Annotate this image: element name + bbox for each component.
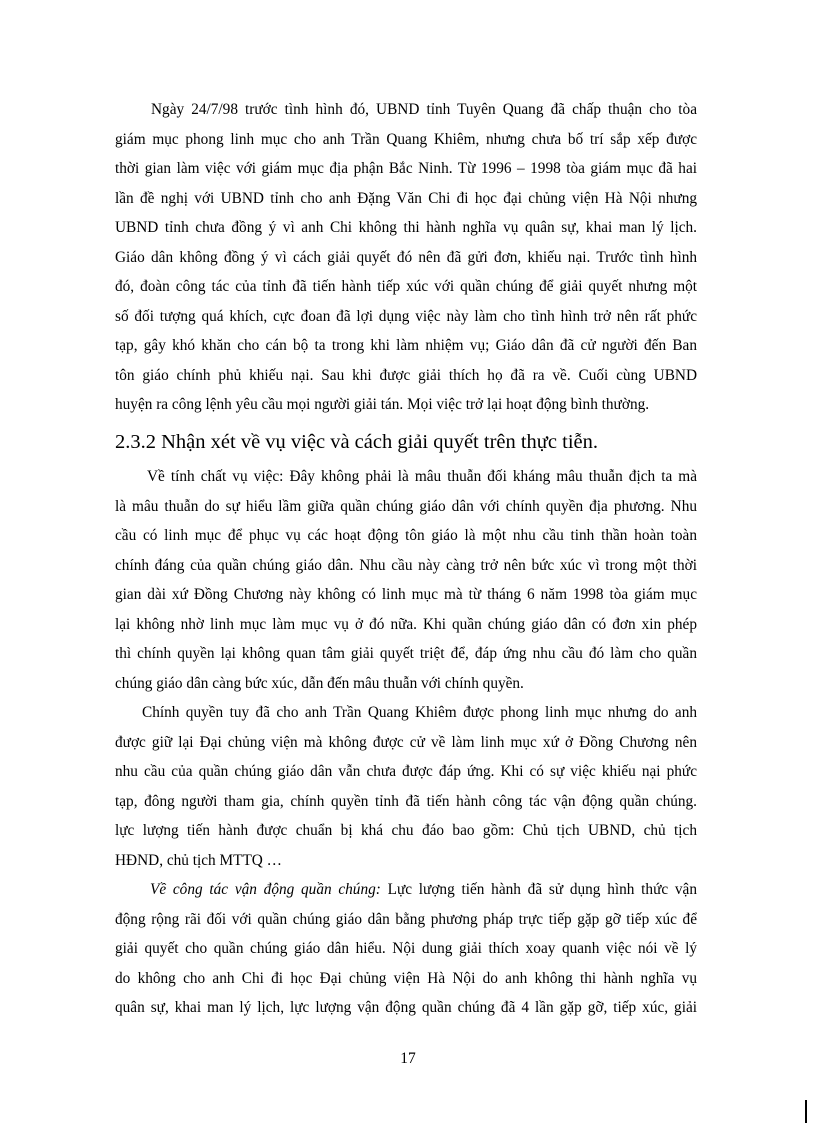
text-line: số đối tượng quá khích, cực đoan đã lợi dụng việc này làm cho tình hình trở nên rất phức <box>115 307 697 325</box>
text-line <box>115 875 697 905</box>
text-line: tạp, gây khó khăn cho cán bộ ta trong khi làm nhiệm vụ; Giáo dân đã cử người đến Ban <box>115 337 697 354</box>
text-line: đó, đoàn công tác của tỉnh đã tiến hành tiếp xúc với quần chúng để giải quyết nhưng một <box>115 278 697 295</box>
text-line: giải quyết cho quần chúng giáo dân hiểu. Nội dung giải thích xoay quanh việc nói về lý <box>115 940 697 957</box>
paragraph-2 <box>115 462 697 698</box>
text-line: Ngày 24/7/98 trước tình hình đó, UBND tỉnh Tuyên Quang đã chấp thuận cho tòa <box>151 101 697 118</box>
text-line: UBND tỉnh chưa đồng ý vì anh Chi không thi hành nghĩa vụ quân sự, khai man lý lịch. <box>115 219 697 236</box>
text-line: thời gian làm việc với giám mục địa phận Bắc Ninh. Từ 1996 – 1998 tòa giám mục đã hai <box>115 160 697 177</box>
paragraph-3 <box>115 698 697 875</box>
text-line: lực lượng tiến hành được chuẩn bị khá chu đáo bao gồm: Chủ tịch UBND, chủ tịch <box>115 822 697 839</box>
text-line: tạp, đông người tham gia, chính quyền tỉnh đã tiến hành công tác vận động quần chúng. <box>115 792 697 810</box>
section-heading: 2.3.2 Nhận xét về vụ việc và cách giải quyết trên thực tiễn. <box>115 431 599 453</box>
text-line: lại không nhờ linh mục làm mục vụ ở đó nữa. Khi quần chúng giáo dân có đơn xin phép <box>115 615 697 633</box>
text-line: cầu có linh mục để phục vụ các hoạt động tôn giáo là một nhu cầu tinh thần hoàn toàn <box>115 527 697 544</box>
text-line: huyện ra công lệnh yêu cầu mọi người giải tán. Mọi việc trở lại hoạt động bình thường. <box>115 396 650 413</box>
italic-lead: Về công tác vận động quần chúng: <box>150 881 381 898</box>
text-line: gian dài xứ Đồng Chương này không có linh mục mà từ tháng 6 năm 1998 tòa giám mục <box>115 586 697 603</box>
text-line: thì chính quyền lại không quan tâm giải quyết triệt để, đáp ứng nhu cầu đó làm cho quần <box>115 645 697 662</box>
text-line: do không cho anh Chi đi học Đại chủng viện Hà Nội do anh không thi hành nghĩa vụ <box>115 969 697 987</box>
text-line: lần đề nghị với UBND tỉnh cho anh Đặng Văn Chi đi học đại chủng viện Hà Nội nhưng <box>115 189 697 207</box>
text-line: tôn giáo chính phủ khiếu nại. Sau khi được giải thích họ đã ra về. Cuối cùng UBND <box>115 366 697 384</box>
text-line: được giữ lại Đại chủng viện mà không được cử về làm linh mục xứ ở Đồng Chương nên <box>115 733 697 751</box>
page-number: 17 <box>400 1050 416 1067</box>
text-line: giám mục phong linh mục cho anh Trần Quang Khiêm, nhưng chưa bố trí sắp xếp được <box>115 130 697 148</box>
text-line: Giáo dân không đồng ý vì cách giải quyết đó nên đã gửi đơn, khiếu nại. Trước tình hình <box>115 248 697 266</box>
text-line: chúng giáo dân càng bức xúc, dẫn đến mâu thuẫn với chính quyền. <box>115 674 524 692</box>
text-line: HĐND, chủ tịch MTTQ … <box>115 851 282 869</box>
paragraph-4 <box>115 875 697 1023</box>
text-line: động rộng rãi đối với quần chúng giáo dân bằng phương pháp trực tiếp gặp gỡ tiếp xúc để <box>115 910 697 928</box>
text-line: Về tính chất vụ việc: Đây không phải là mâu thuẫn đối kháng mâu thuẫn địch ta mà <box>147 468 697 485</box>
text-line: Chính quyền tuy đã cho anh Trần Quang Khiêm được phong linh mục nhưng do anh <box>142 704 697 721</box>
text-line: là mâu thuẫn do sự hiểu lầm giữa quần chúng giáo dân với chính quyền địa phương. Nhu <box>115 497 697 515</box>
text-line: quân sự, khai man lý lịch, lực lượng vận động quần chúng đã 4 lần gặp gỡ, tiếp xúc, giải <box>115 999 697 1016</box>
text-line: chính đáng của quần chúng giáo dân. Nhu cầu này càng trở nên bức xúc vì trong một thời <box>115 556 697 574</box>
text-line: nhu cầu của quần chúng giáo dân vẫn chưa được đáp ứng. Khi có sự việc khiếu nại phức <box>115 763 697 780</box>
text-run: Lực lượng tiến hành đã sử dụng hình thức vận <box>380 881 697 898</box>
paragraph-1 <box>115 95 697 420</box>
edge-line <box>805 1100 807 1123</box>
